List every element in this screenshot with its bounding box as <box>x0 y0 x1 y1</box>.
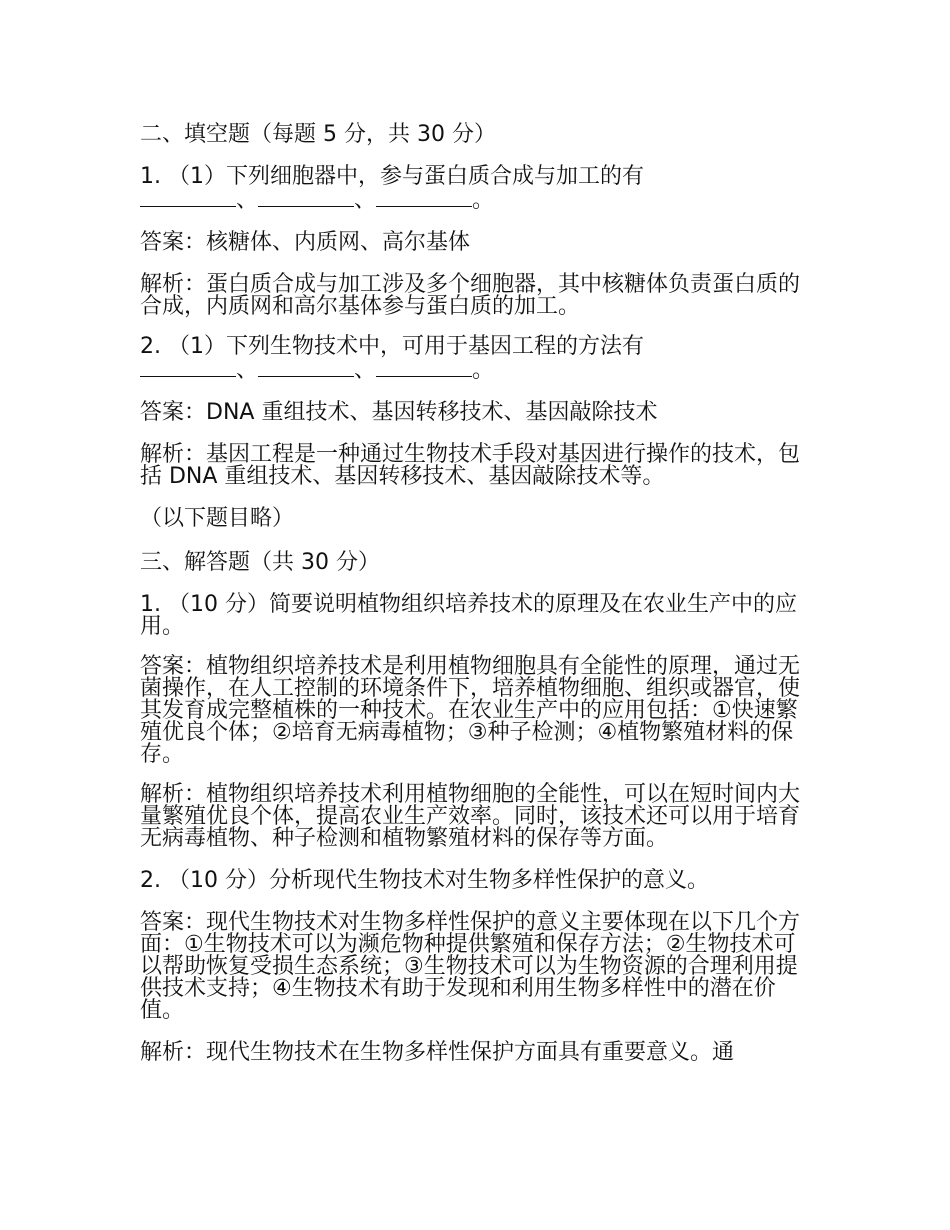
section-heading-fill-in: 二、填空题（每题 5 分，共 30 分） <box>140 122 496 147</box>
answer-text: 答案：核糖体、内质网、高尔基体 <box>140 230 471 255</box>
answer-blank <box>258 358 354 377</box>
answer-text: 答案：植物组织培养技术是利用植物细胞具有全能性的原理，通过无菌操作，在人工控制的环境条件下，培养植物细胞、组织或器官，使其发育成完整植株的一种技术。在农业生产中的应用包括：①快速繁殖优良个体；②培育无病毒植物；③种子检测；④植物繁殖材料的保存。 <box>140 654 801 767</box>
answer-blank <box>376 358 472 377</box>
document-page <box>140 122 812 1084</box>
question-prompt: 2. （10 分）分析现代生物技术对生物多样性保护的意义。 <box>140 868 709 893</box>
question-block-fill-1 <box>140 166 812 318</box>
omitted-note: （以下题目略） <box>140 506 295 531</box>
blank-end: 。 <box>472 358 495 383</box>
blank-separator: 、 <box>236 358 259 383</box>
answer-blank <box>140 358 236 377</box>
question-prompt <box>140 336 812 382</box>
question-text: 1. （1）下列细胞器中，参与蛋白质合成与加工的有 <box>140 164 644 189</box>
answer-blank <box>140 188 236 207</box>
analysis-text: 解析：基因工程是一种通过生物技术手段对基因进行操作的技术，包括 DNA 重组技术、基因转移技术、基因敲除技术等。 <box>140 442 801 489</box>
question-block-fill-2 <box>140 336 812 488</box>
question-prompt: 1. （10 分）简要说明植物组织培养技术的原理及在农业生产中的应用。 <box>140 592 797 639</box>
blank-separator: 、 <box>354 188 377 213</box>
blank-end: 。 <box>472 188 495 213</box>
answer-blank <box>258 188 354 207</box>
question-text: 2. （1）下列生物技术中，可用于基因工程的方法有 <box>140 334 644 359</box>
question-block-answer-2 <box>140 868 812 1066</box>
analysis-text: 解析：蛋白质合成与加工涉及多个细胞器，其中核糖体负责蛋白质的合成，内质网和高尔基体参与蛋白质的加工。 <box>140 272 801 319</box>
section-heading-answer: 三、解答题（共 30 分） <box>140 550 380 575</box>
answer-blank <box>376 188 472 207</box>
question-prompt <box>140 166 812 212</box>
answer-text: 答案：DNA 重组技术、基因转移技术、基因敲除技术 <box>140 400 658 425</box>
analysis-text: 解析：植物组织培养技术利用植物细胞的全能性，可以在短时间内大量繁殖优良个体，提高农业生产效率。同时，该技术还可以用于培育无病毒植物、种子检测和植物繁殖材料的保存等方面。 <box>140 782 801 851</box>
question-block-answer-1 <box>140 594 812 850</box>
analysis-text: 解析：现代生物技术在生物多样性保护方面具有重要意义。通 <box>140 1040 735 1065</box>
answer-text: 答案：现代生物技术对生物多样性保护的意义主要体现在以下几个方面：①生物技术可以为濒危物种提供繁殖和保存方法；②生物技术可以帮助恢复受损生态系统；③生物技术可以为生物资源的合理利用提供技术支持；④生物技术有助于发现和利用生物多样性中的潜在价值。 <box>140 910 801 1023</box>
blank-separator: 、 <box>354 358 377 383</box>
blank-separator: 、 <box>236 188 259 213</box>
